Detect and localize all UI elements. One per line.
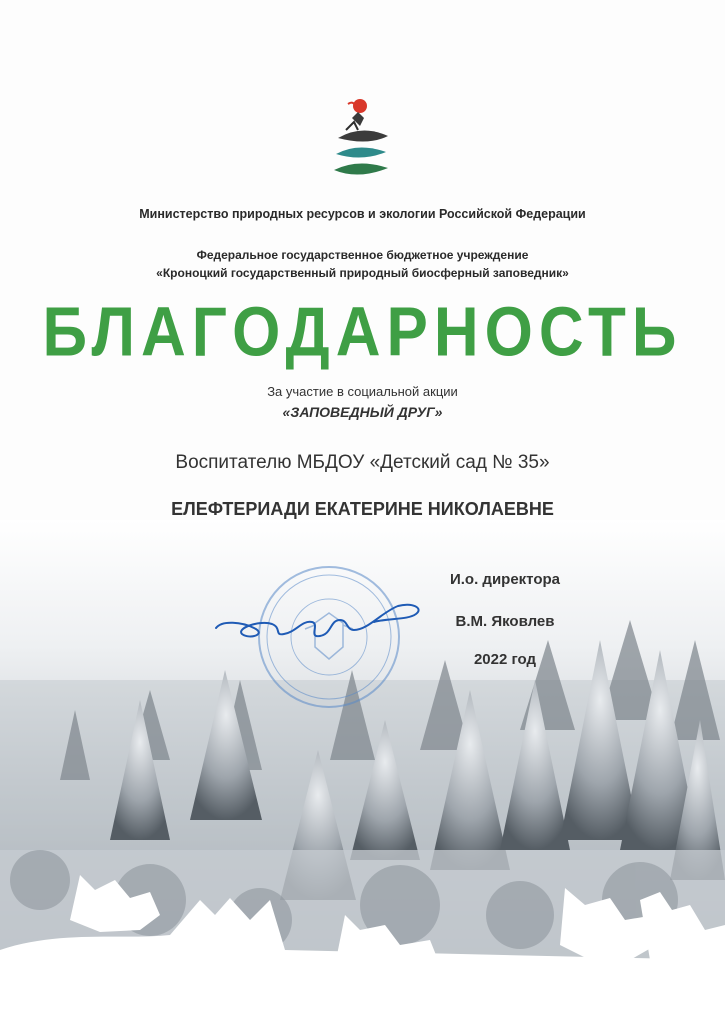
recipient-name: ЕЛЕФТЕРИАДИ ЕКАТЕРИНЕ НИКОЛАЕВНЕ bbox=[171, 499, 554, 519]
director-signature bbox=[212, 590, 432, 650]
participation-text: За участие в социальной акции bbox=[267, 384, 458, 399]
reserve-logo bbox=[328, 96, 396, 188]
institution-name: «Кроноцкий государственный природный биосферный заповедник» bbox=[156, 266, 569, 280]
institution-type: Федеральное государственное бюджетное учреждение bbox=[196, 248, 529, 262]
recipient-role: Воспитателю МБДОУ «Детский сад № 35» bbox=[175, 452, 550, 473]
certificate-title: БЛАГОДАРНОСТЬ bbox=[42, 294, 683, 372]
signatory-name: В.М. Яковлев bbox=[455, 613, 555, 630]
action-name: «ЗАПОВЕДНЫЙ ДРУГ» bbox=[282, 404, 443, 420]
ministry-name: Министерство природных ресурсов и экологии Российской Федерации bbox=[139, 207, 586, 221]
signatory-position: И.о. директора bbox=[449, 571, 561, 588]
certificate-year: 2022 год bbox=[473, 651, 537, 668]
